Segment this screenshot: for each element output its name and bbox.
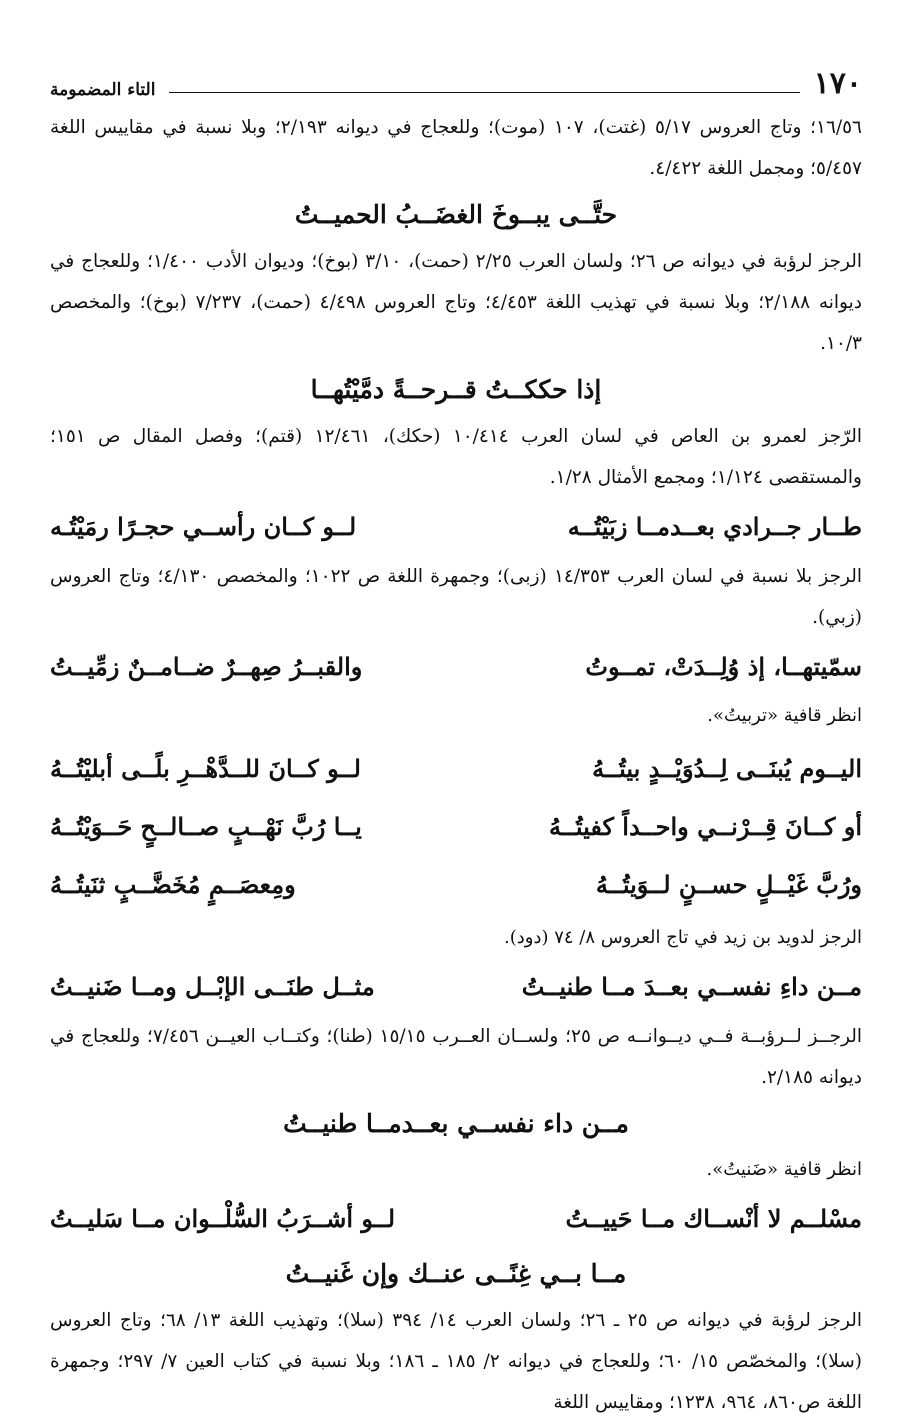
source-note: الرجز بلا نسبة في لسان العرب ١٤/٣٥٣ (زبى)؛ وجمهرة اللغة ص ١٠٢٢؛ والمخصص ٤/١٣٠؛ وتاج العروس (زبي). xyxy=(50,566,863,628)
verse-line: حتَّــى يبــوخَ الغضَــبُ الحميــتُ xyxy=(294,200,618,229)
verse-first-hemistich: أو كــانَ قِــرْنــي واحــداً كفيتُــهُ xyxy=(548,812,862,841)
verse-second-hemistich: ومِعصَــمٍ مُخَضَّــبٍ ثنَيتُــهُ xyxy=(50,870,296,899)
cross-reference: انظر قافية «ضَنيتُ». xyxy=(706,1159,862,1180)
verse-couplet xyxy=(50,638,862,696)
verse-couplet xyxy=(50,856,862,914)
verse-group xyxy=(50,740,862,914)
verse-first-hemistich: مــن داءِ نفســي بعــدَ مــا طنيــتُ xyxy=(521,972,862,1001)
source-note: الرجز لرؤبة في ديوانه ص ٢٥ ـ ٢٦؛ ولسان العرب ١٤/ ٣٩٤ (سلا)؛ وتهذيب اللغة ١٣/ ٦٨؛ وتاج العروس (سلا)؛ والمخصّص ١٥/ ٦٠؛ وللعجاج في ديوانه ٢/ ١٨٥ ـ ١٨٦؛ وبلا نسبة في كتاب العين ٧/ ٢٩٧؛ وجمهرة اللغة ص٨٦٠، ٩٦٤، ١٢٣٨؛ ومقاييس اللغة xyxy=(50,1310,863,1413)
verse-second-hemistich: لــو كــانَ للــدَّهْــرِ بلًــى أبليْتُــهُ xyxy=(50,754,361,783)
source-note: الرجز لرؤبة في ديوانه ص ٢٦؛ ولسان العرب ٢/٢٥ (حمت)، ٣/١٠ (بوخ)؛ وديوان الأدب ١/٤٠٠؛ وللعجاج في ديوانه ٢/١٨٨؛ وبلا نسبة في تهذيب اللغة ٤/٤٥٣؛ وتاج العروس ٤/٤٩٨ (حمت)، ٧/٢٣٧ (بوخ)؛ والمخصص ١٠/٣. xyxy=(50,251,863,354)
verse-second-hemistich: والقبــرُ صِهــرٌ ضــامــنٌ زمِّيــتُ xyxy=(50,652,363,681)
verse-couplet xyxy=(50,958,862,1016)
verse-second-hemistich: يــا رُبَّ نَهْــبٍ صــالــحٍ حَــوَيْتُــهُ xyxy=(50,812,362,841)
page-header xyxy=(50,55,862,99)
verse-line: مــن داء نفســي بعــدمــا طنيــتُ xyxy=(283,1109,629,1138)
verse-couplet xyxy=(50,740,862,798)
verse-line: مــا بــي غِنًــى عنــك وإن غَنيــتُ xyxy=(285,1259,627,1288)
source-note: الرّجز لعمرو بن العاص في لسان العرب ١٠/٤١٤ (حكك)، ١٢/٤٦١ (قتم)؛ وفصل المقال ص ١٥١؛ والمستقصى ١/١٢٤؛ ومجمع الأمثال ١/٢٨. xyxy=(50,426,863,488)
verse-first-hemistich: مسْلــم لا أنْســاك مــا حَييــتُ xyxy=(565,1204,862,1233)
verse-second-hemistich: لــو كــان رأســي حجـرًا رمَيْتُـه xyxy=(50,512,357,541)
verse-couplet xyxy=(50,1190,862,1248)
verse-line: إذا حككــتُ قــرحــةً دمَّيْتُهــا xyxy=(310,375,602,404)
verse-couplet xyxy=(50,498,862,556)
source-note: الرجز لدويد بن زيد في تاج العروس ٨/ ٧٤ (دود). xyxy=(504,927,862,948)
verse-second-hemistich: لــو أشــرَبُ السُّلْــوان مــا سَليــتُ xyxy=(50,1204,396,1233)
source-note: ١٦/٥٦؛ وتاج العروس ٥/١٧ (غتت)، ١٠٧ (موت)؛ وللعجاج في ديوانه ٢/١٩٣؛ وبلا نسبة في مقاييس اللغة ٥/٤٥٧؛ ومجمل اللغة ٤/٤٢٢. xyxy=(50,117,862,179)
verse-second-hemistich: مثــل طنَــى الإبْــل ومــا ضَنيــتُ xyxy=(50,972,375,1001)
verse-first-hemistich: ورُبَّ غَيْــلٍ حســنٍ لــوَيتُــهُ xyxy=(595,870,862,899)
source-note: الرجــز لــرؤبــة فــي ديــوانــه ص ٢٥؛ ولســان العــرب ١٥/١٥ (طنا)؛ وكتــاب العيــن ٧/٤٥٦؛ وللعجاج في ديوانه ٢/١٨٥. xyxy=(50,1026,863,1088)
verse-first-hemistich: اليــوم يُبنَــى لِــدُوَيْــدٍ بيتُــهُ xyxy=(592,754,862,783)
verse-first-hemistich: طــار جــرادي بعــدمــا زبَيْتُــه xyxy=(567,512,862,541)
cross-reference: انظر قافية «تربيتُ». xyxy=(707,705,862,726)
header-rule xyxy=(169,92,799,93)
running-title: التاء المضمومة xyxy=(50,80,156,100)
verse-couplet xyxy=(50,798,862,856)
verse-first-hemistich: سمّيتهــا، إذ وُلِــدَتْ، تمــوتُ xyxy=(585,652,862,681)
page-number: ١٧٠ xyxy=(813,66,862,101)
book-page xyxy=(50,55,862,1423)
